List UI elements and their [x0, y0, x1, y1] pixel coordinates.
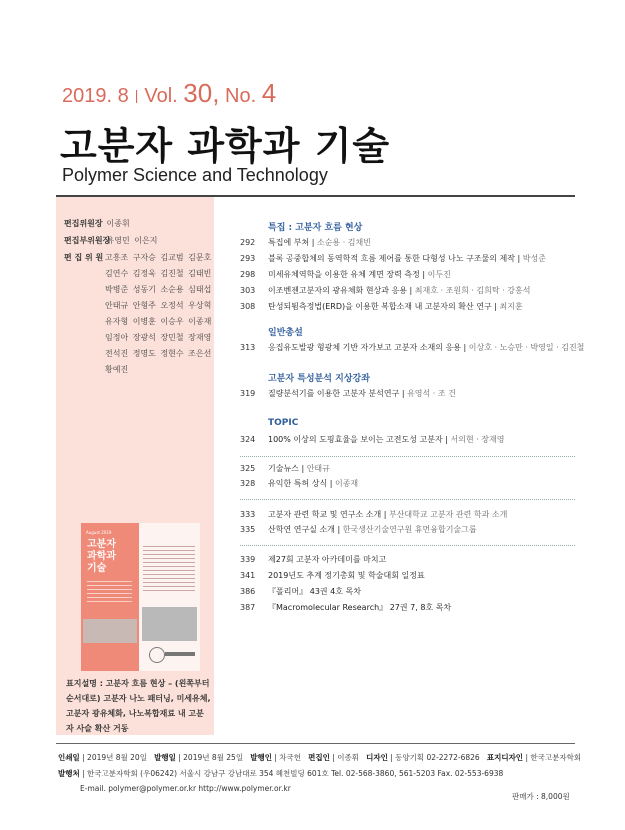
toc-entry[interactable]: 292 특집에 부쳐 | 소순용 · 김채빈 [240, 238, 371, 247]
society-seal-icon [149, 647, 165, 663]
no-label: No. [225, 85, 257, 107]
members-line: 고흥조 구자승 김교범 김문호 [105, 253, 212, 262]
toc-entry[interactable]: 387 『Macromolecular Research』 27권 7, 8호 목차 [240, 603, 452, 612]
publisher-row: 발행처 | 한국고분자학회 (우06242) 서울시 강남구 강남대로 354 혜천빌딩 601호 Tel. 02-568-3860, 561-5203 Fax. 02-553-6938 [58, 769, 504, 778]
toc-entry[interactable]: 303 이조벤젠고분자의 광유체화 현상과 응용 | 최재호 · 조원희 · 김희탁 · 강홍석 [240, 286, 531, 295]
price: 판매가 : 8,000원 [512, 792, 570, 801]
members-line: 황예진 [105, 365, 129, 374]
no-number: 4 [261, 78, 277, 108]
contact-row: E-mail. polymer@polymer.or.kr http://www.polymer.or.kr [80, 784, 291, 793]
toc-entry[interactable]: 324 100% 이상의 도핑효율을 보이는 고전도성 고분자 | 서의현 · 장재영 [240, 435, 505, 444]
members-row [64, 252, 104, 263]
cover-issue: August 2019 [86, 530, 112, 535]
footer-divider [56, 743, 575, 744]
cover-text-block [87, 578, 132, 602]
toc-entry[interactable]: 298 미세유체역학을 이용한 유체 계면 장력 측정 | 이두진 [240, 270, 451, 279]
members-line: 박병준 성동기 소순용 심태섭 [105, 285, 212, 294]
chief-editor-row [64, 218, 130, 229]
dotted-divider [240, 499, 575, 500]
cover-org-mark [165, 652, 195, 656]
cover-caption: 표지설명 : 고분자 흐름 현상 – (왼쪽부터 순서대로) 고분자 나노 패터닝, 미세유체, 고분자 광유체화, 나노복합재료 내 고분자 사슬 확산 거동 [66, 679, 211, 733]
chief-editor-label: 편집위원장 [64, 219, 103, 228]
toc-entry[interactable]: 328 유익한 특허 상식 | 이종재 [240, 479, 359, 488]
toc-entry[interactable]: 339 제27회 고분자 아카데미를 마치고 [240, 555, 387, 564]
divider: | [134, 87, 139, 103]
cover-title [87, 539, 116, 575]
journal-title-korean: 고분자 과학과 기술 [60, 124, 391, 168]
members-line: 임정아 장광석 장민철 장재영 [105, 333, 212, 342]
journal-title-english: Polymer Science and Technology [62, 165, 328, 185]
cover-title-text: 고분자 과학과 기술 [87, 539, 116, 574]
section-title-special: 특집 : 고분자 흐름 현상 [268, 223, 363, 233]
toc-entry[interactable]: 293 블록 공중합체의 동역학적 흐름 제어를 통한 다형성 나노 구조물의 제작 | 박성준 [240, 254, 546, 263]
cover-text-block [143, 543, 195, 593]
section-title-topic: TOPIC [268, 418, 299, 428]
toc-entry[interactable]: 333 고분자 관련 학교 및 연구소 소개 | 부산대학교 고분자 관련 학과 소개 [240, 510, 508, 519]
vice-editor-names: 유영민 이은지 [106, 236, 158, 245]
members-label: 편 집 위 원 [64, 253, 104, 262]
section-title-general: 일반총설 [268, 328, 303, 338]
members-line: 전석진 정명도 정현수 조은선 [105, 349, 212, 358]
toc-entry[interactable]: 325 기술뉴스 | 안태규 [240, 464, 330, 473]
section-title-lecture: 고분자 특성분석 지상강좌 [268, 374, 370, 384]
toc-entry[interactable]: 319 질량분석기를 이용한 고분자 분석연구 | 유영석 · 조 건 [240, 389, 456, 398]
dotted-divider [240, 456, 575, 457]
toc-entry[interactable]: 308 탄성되튐측정법(ERD)을 이용한 복합소재 내 고분자의 확산 연구 | 최지훈 [240, 302, 523, 311]
vice-editor-label: 편집부위원장 [64, 236, 111, 245]
members-line: 유자형 이병훈 이승우 이종재 [105, 317, 212, 326]
vice-editor-row [64, 235, 157, 246]
dotted-divider [240, 545, 575, 546]
toc-entry[interactable]: 386 『폴리머』 43권 4호 목차 [240, 587, 361, 596]
cover-image [142, 607, 197, 641]
issue-date: 2019. 8 [62, 85, 129, 107]
cover-image [83, 619, 137, 643]
members-line: 김연수 김정욱 김진철 김태빈 [105, 269, 212, 278]
toc-entry[interactable]: 313 응집유도발광 형광체 기반 자가보고 고분자 소재의 응용 | 이상호 · 노승만 · 박영일 · 김진철 [240, 343, 585, 352]
toc-entry[interactable]: 335 산학연 연구실 소개 | 한국생산기술연구원 휴먼융합기술그룹 [240, 525, 477, 534]
publication-dates-row: 인쇄일 | 2019년 8월 20일 발행일 | 2019년 8월 25일 발행인 | 차국헌 편집인 | 이종휘 디자인 | 동양기획 02-2272-6826 표지디자인 | 한국고분자학회 [58, 753, 582, 762]
toc-entry[interactable]: 341 2019년도 추계 정기총회 및 학술대회 일정표 [240, 571, 425, 580]
chief-editor-names: 이종휘 [106, 219, 130, 228]
members-line: 안태규 안형주 오정석 우상혁 [105, 301, 212, 310]
vol-label: Vol. [144, 85, 178, 107]
vol-number: 30, [183, 78, 220, 108]
cover-thumbnail [81, 523, 200, 671]
issue-line [62, 78, 276, 109]
